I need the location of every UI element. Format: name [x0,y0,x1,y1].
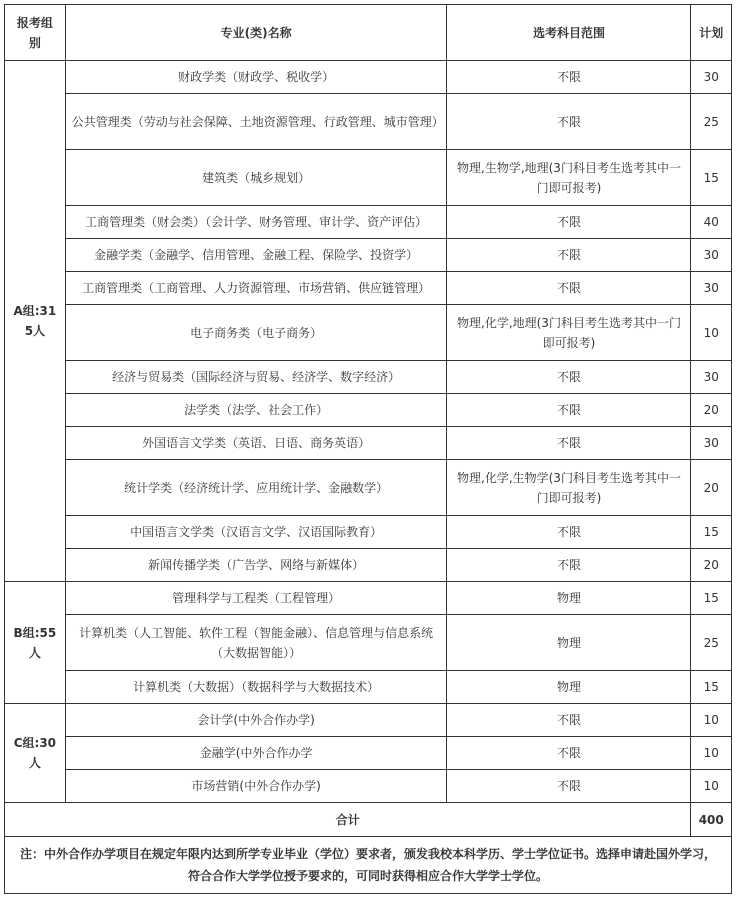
subjects-cell: 不限 [447,770,691,803]
plan-cell: 10 [691,770,732,803]
table-row [5,206,732,239]
table-row [5,394,732,427]
major-cell: 市场营销(中外合作办学) [65,770,447,803]
total-row [5,803,732,837]
plan-cell: 25 [691,615,732,671]
plan-cell: 10 [691,704,732,737]
subjects-cell: 物理,化学,生物学(3门科目考生选考其中一门即可报考) [447,460,691,516]
plan-cell: 20 [691,460,732,516]
major-cell: 电子商务类（电子商务） [65,305,447,361]
plan-cell: 40 [691,206,732,239]
major-cell: 新闻传播学类（广告学、网络与新媒体） [65,549,447,582]
plan-cell: 15 [691,582,732,615]
plan-cell: 30 [691,239,732,272]
subjects-cell: 不限 [447,704,691,737]
header-plan: 计划 [691,5,732,61]
table-row [5,549,732,582]
plan-cell: 10 [691,737,732,770]
subjects-cell: 不限 [447,361,691,394]
table-row [5,272,732,305]
major-cell: 工商管理类（财会类）（会计学、财务管理、审计学、资产评估） [65,206,447,239]
header-subjects: 选考科目范围 [447,5,691,61]
total-label: 合计 [5,803,691,837]
plan-cell: 15 [691,150,732,206]
major-cell: 计算机类（大数据）（数据科学与大数据技术） [65,671,447,704]
table-row [5,770,732,803]
major-cell: 经济与贸易类（国际经济与贸易、经济学、数字经济） [65,361,447,394]
table-row [5,361,732,394]
major-cell: 金融学类（金融学、信用管理、金融工程、保险学、投资学） [65,239,447,272]
subjects-cell: 不限 [447,394,691,427]
table-row [5,737,732,770]
major-cell: 工商管理类（工商管理、人力资源管理、市场营销、供应链管理） [65,272,447,305]
plan-cell: 30 [691,61,732,94]
header-group: 报考组别 [5,5,66,61]
subjects-cell: 不限 [447,239,691,272]
major-cell: 法学类（法学、社会工作） [65,394,447,427]
table-row [5,61,732,94]
table-row [5,671,732,704]
major-cell: 统计学类（经济统计学、应用统计学、金融数学） [65,460,447,516]
major-cell: 外国语言文学类（英语、日语、商务英语） [65,427,447,460]
plan-cell: 20 [691,394,732,427]
table-row [5,582,732,615]
table-row [5,615,732,671]
subjects-cell: 不限 [447,549,691,582]
subjects-cell: 物理 [447,671,691,704]
group-label: C组:30人 [5,704,66,803]
plan-cell: 30 [691,361,732,394]
note-text: 注：中外合作办学项目在规定年限内达到所学专业毕业（学位）要求者，颁发我校本科学历、学士学位证书。选择申请赴国外学习，符合合作大学学位授予要求的，可同时获得相应合作大学学士学位。 [5,837,732,894]
table-row [5,704,732,737]
note-row [5,837,732,894]
table-row [5,516,732,549]
plan-cell: 15 [691,671,732,704]
total-value: 400 [691,803,732,837]
plan-cell: 30 [691,272,732,305]
plan-cell: 30 [691,427,732,460]
table-body [5,61,732,803]
subjects-cell: 不限 [447,737,691,770]
major-cell: 财政学类（财政学、税收学） [65,61,447,94]
table-row [5,427,732,460]
subjects-cell: 不限 [447,272,691,305]
major-cell: 会计学(中外合作办学) [65,704,447,737]
subjects-cell: 不限 [447,61,691,94]
group-label: A组:315人 [5,61,66,582]
major-cell: 计算机类（人工智能、软件工程（智能金融）、信息管理与信息系统（大数据智能）） [65,615,447,671]
plan-cell: 15 [691,516,732,549]
plan-cell: 25 [691,94,732,150]
major-cell: 管理科学与工程类（工程管理） [65,582,447,615]
table-row [5,239,732,272]
subjects-cell: 不限 [447,206,691,239]
plan-cell: 10 [691,305,732,361]
plan-cell: 20 [691,549,732,582]
major-cell: 金融学(中外合作办学 [65,737,447,770]
table-row [5,305,732,361]
subjects-cell: 物理 [447,615,691,671]
major-cell: 建筑类（城乡规划） [65,150,447,206]
table-row [5,460,732,516]
subjects-cell: 物理 [447,582,691,615]
major-cell: 公共管理类（劳动与社会保障、土地资源管理、行政管理、城市管理） [65,94,447,150]
group-label: B组:55人 [5,582,66,704]
major-cell: 中国语言文学类（汉语言文学、汉语国际教育） [65,516,447,549]
subjects-cell: 物理,生物学,地理(3门科目考生选考其中一门即可报考) [447,150,691,206]
admission-plan-table [4,4,732,894]
table-row [5,150,732,206]
subjects-cell: 不限 [447,427,691,460]
header-major: 专业(类)名称 [65,5,447,61]
subjects-cell: 物理,化学,地理(3门科目考生选考其中一门即可报考) [447,305,691,361]
subjects-cell: 不限 [447,94,691,150]
header-row [5,5,732,61]
table-row [5,94,732,150]
subjects-cell: 不限 [447,516,691,549]
